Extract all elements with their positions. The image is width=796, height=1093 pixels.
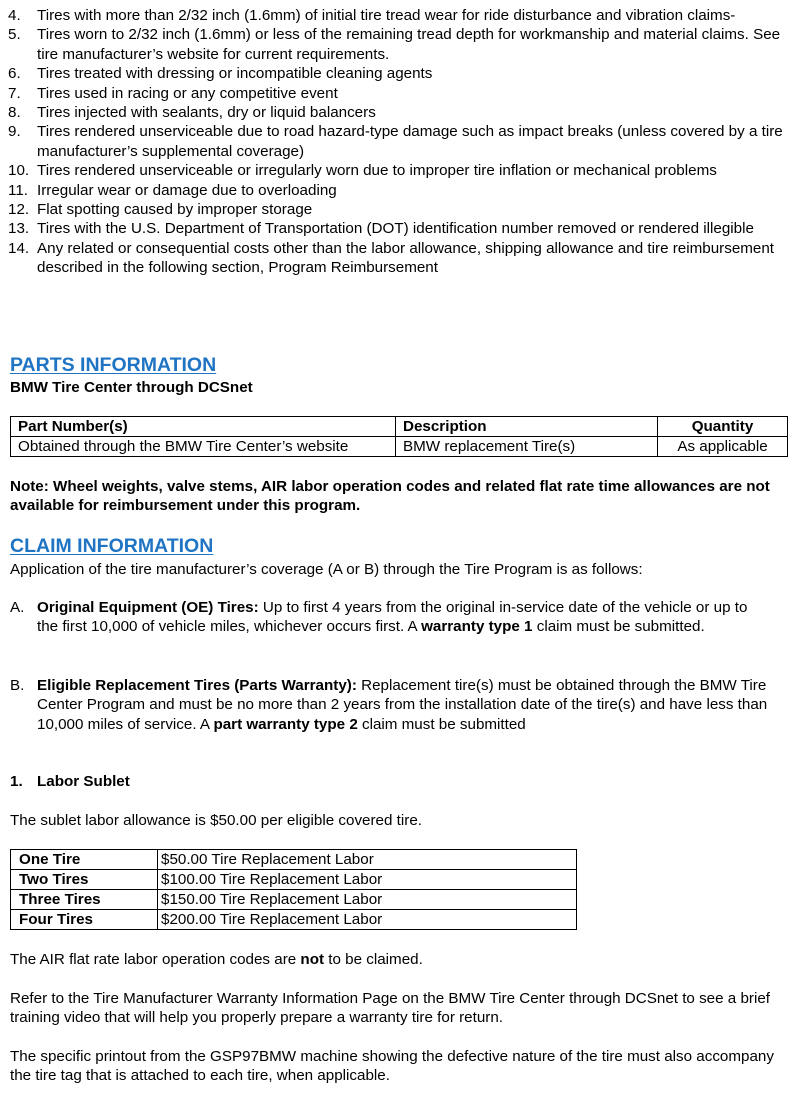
list-item-text: Flat spotting caused by improper storage bbox=[37, 201, 313, 219]
list-item: 9. Tires rendered unserviceable due to road hazard-type damage such as impact breaks (unless covered by a tire manufacturer’s supplemental coverage) bbox=[8, 123, 783, 160]
parts-note: Note: Wheel weights, valve stems, AIR labor operation codes and related flat rate time allowances are not available for reimbursement under this program. bbox=[10, 478, 770, 515]
warranty-type-label: part warranty type 2 bbox=[213, 715, 358, 733]
cell-label: Three Tires bbox=[11, 890, 158, 910]
list-item-text: Tires with more than 2/32 inch (1.6mm) of initial tire tread wear for ride disturbance and vibration claims- bbox=[37, 7, 736, 24]
cell-value: $100.00 Tire Replacement Labor bbox=[158, 870, 577, 890]
cell-value: $50.00 Tire Replacement Labor bbox=[158, 850, 577, 870]
table-row bbox=[11, 910, 577, 930]
list-item: 11. Irregular wear or damage due to overloading bbox=[8, 181, 337, 199]
list-item: 5. Tires worn to 2/32 inch (1.6mm) or less of the remaining tread depth for workmanship and material claims. See tire manufacturer’s website for current requirements. bbox=[8, 26, 781, 63]
list-item-text: Tires injected with sealants, dry or liquid balancers bbox=[37, 104, 376, 122]
cell-label: Four Tires bbox=[11, 910, 158, 930]
claim-item-letter: A. bbox=[10, 599, 25, 616]
list-item: 10. Tires rendered unserviceable or irregularly worn due to improper tire inflation or mechanical problems bbox=[8, 162, 717, 180]
cell-quantity: As applicable bbox=[658, 437, 788, 457]
parts-information-heading: PARTS INFORMATION bbox=[10, 354, 217, 376]
list-item-text: Any related or consequential costs other than the labor allowance, shipping allowance and tire reimbursement described in the following section, Program Reimbursement bbox=[37, 239, 775, 277]
list-item-text: Tires treated with dressing or incompatible cleaning agents bbox=[37, 65, 433, 83]
claim-intro: Application of the tire manufacturer’s coverage (A or B) through the Tire Program is as follows: bbox=[10, 561, 643, 578]
list-item-text: Tires used in racing or any competitive event bbox=[37, 84, 338, 102]
claim-item-letter: B. bbox=[10, 677, 25, 694]
list-item-text: Tires rendered unserviceable or irregularly worn due to improper tire inflation or mechanical problems bbox=[37, 162, 717, 180]
claim-information-heading: CLAIM INFORMATION bbox=[10, 535, 214, 557]
printout-text: The specific printout from the GSP97BMW machine showing the defective nature of the tire must also accompany the tire tag that is attached to each tire, when applicable. bbox=[10, 1048, 774, 1085]
list-item-text: Tires worn to 2/32 inch (1.6mm) or less of the remaining tread depth for workmanship and material claims. See tire manufacturer’s website for current requirements. bbox=[37, 26, 781, 63]
exclusions-list bbox=[8, 6, 788, 278]
cell-part-number: Obtained through the BMW Tire Center’s website bbox=[11, 437, 396, 457]
table-row bbox=[11, 890, 577, 910]
cell-value: $150.00 Tire Replacement Labor bbox=[158, 890, 577, 910]
parts-table bbox=[10, 416, 788, 457]
parts-subtitle: BMW Tire Center through DCSnet bbox=[10, 379, 253, 396]
list-item-text: Tires rendered unserviceable due to road hazard-type damage such as impact breaks (unless covered by a tire manufacturer’s supplemental coverage) bbox=[37, 123, 783, 160]
table-row bbox=[11, 850, 577, 870]
cell-description: BMW replacement Tire(s) bbox=[396, 437, 658, 457]
claim-item-b: B. Eligible Replacement Tires (Parts Warranty): Replacement tire(s) must be obtained through the BMW Tire Center Program and must be no more than 2 years from the installation date of the tire(s) and have less than 10,000 miles of service. A part warranty type 2 claim must be submitted bbox=[10, 677, 768, 733]
warranty-type-label: warranty type 1 bbox=[421, 618, 533, 636]
list-item-text: Irregular wear or damage due to overloading bbox=[37, 181, 337, 199]
column-header-part-number: Part Number(s) bbox=[11, 417, 396, 437]
list-item: 4. Tires with more than 2/32 inch (1.6mm) of initial tire tread wear for ride disturbance and vibration claims- bbox=[8, 7, 736, 24]
list-item: 7. Tires used in racing or any competitive event bbox=[8, 84, 338, 102]
claim-item-heading: Original Equipment (OE) Tires: bbox=[37, 599, 259, 616]
labor-table bbox=[10, 849, 577, 930]
cell-value: $200.00 Tire Replacement Labor bbox=[158, 910, 577, 930]
list-item: 8. Tires injected with sealants, dry or liquid balancers bbox=[8, 104, 376, 122]
cell-label: One Tire bbox=[11, 850, 158, 870]
column-header-description: Description bbox=[396, 417, 658, 437]
list-item: 12. Flat spotting caused by improper storage bbox=[8, 201, 313, 219]
claim-item-a: A. Original Equipment (OE) Tires: Up to first 4 years from the original in-service date of the vehicle or up to the first 10,000 of vehicle miles, whichever occurs first. A warranty type 1 claim must be submitted. bbox=[10, 599, 748, 636]
list-item: 6. Tires treated with dressing or incompatible cleaning agents bbox=[8, 65, 433, 83]
table-row bbox=[11, 437, 788, 457]
list-item-text: Tires with the U.S. Department of Transportation (DOT) identification number removed or rendered illegible bbox=[37, 220, 754, 238]
labor-allowance-text: The sublet labor allowance is $50.00 per eligible covered tire. bbox=[10, 812, 422, 829]
claim-item-heading: Eligible Replacement Tires (Parts Warranty): bbox=[37, 677, 357, 694]
column-header-quantity: Quantity bbox=[658, 417, 788, 437]
list-item: 13. Tires with the U.S. Department of Transportation (DOT) identification number removed or rendered illegible bbox=[8, 220, 754, 238]
labor-sublet-heading: 1. Labor Sublet bbox=[10, 773, 130, 790]
table-header-row bbox=[11, 417, 788, 437]
refer-text: Refer to the Tire Manufacturer Warranty Information Page on the BMW Tire Center through DCSnet to see a brief training video that will help you properly prepare a warranty tire for return. bbox=[10, 990, 771, 1027]
cell-label: Two Tires bbox=[11, 870, 158, 890]
list-item: 14. Any related or consequential costs other than the labor allowance, shipping allowance and tire reimbursement described in the following section, Program Reimbursement bbox=[8, 239, 775, 277]
table-row bbox=[11, 870, 577, 890]
air-codes-text: The AIR flat rate labor operation codes are not to be claimed. bbox=[10, 951, 423, 968]
